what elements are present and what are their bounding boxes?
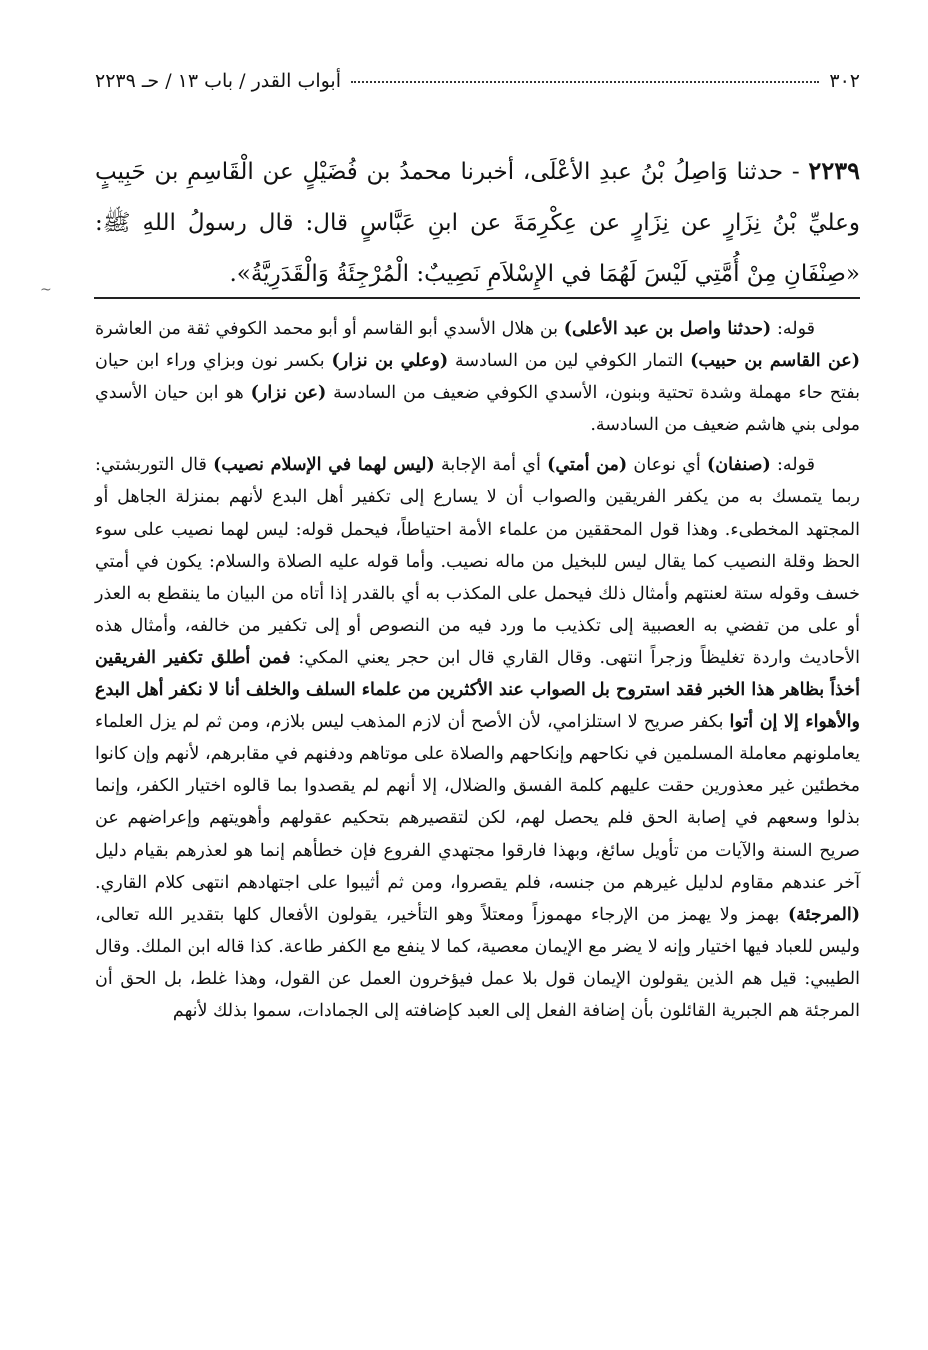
text-run: التمار الكوفي لين من السادسة	[448, 351, 691, 372]
hadith-text	[95, 145, 860, 300]
hadith-dash: -	[783, 159, 809, 185]
narrator-citation: (عن القاسم بن حبيب)	[690, 351, 860, 372]
page-number: ٣٠٢	[829, 70, 860, 92]
narrator-citation: (عن نزار)	[250, 383, 327, 404]
header-dotted-leader	[351, 80, 819, 83]
matn-citation: (المرجئة)	[787, 904, 860, 925]
quoted-opinion: فمن أطلق تكفير الفريقين أخذاً بظاهر هذا الخبر فقد استروح بل الصواب عند الأكثرين من علماء السلف والخلف أنا لا نكفر أهل البدع والأهواء إلا إن أتوا	[95, 647, 860, 733]
hadith-number: ٢٢٣٩	[808, 156, 860, 185]
matn-citation: (ليس لهما في الإسلام نصيب)	[213, 455, 435, 476]
section-divider	[94, 297, 860, 299]
narrator-citation: (وعلي بن نزار)	[331, 351, 449, 372]
text-run: بكفر صريح لا استلزامي، لأن الأصح أن لازم المذهب ليس بلازم، ومن ثم لم يزل العلماء يعاملونهم معاملة المسلمين في نكاحهم وإنكاحهم والصلاة على موتاهم ودفنهم في مقابرهم، لأنهم وإن كانوا مخطئين غير معذورين حقت عليهم كلمة الفسق والضلال، إلا أنهم لم يقصدوا بما قالوه اختيار الكفر، وإنما بذلوا وسعهم في إصابة الحق فلم يحصل لهم، لكن لتقصيرهم بتحكيم عقولهم وأهويتهم وإعراضهم عن صريح السنة والآيات من تأويل سائغ، وبهذا فارقوا مجتهدي الفروع فإن خطأهم إنما هو لعذرهم بقيام دليل آخر عندهم مقاوم لدليل غيرهم من جنسه، فلم يقصروا، ومن ثم أثيبوا على اجتهادهم انتهى كلام القاري.	[95, 712, 860, 893]
matn-citation: (من أمتي)	[547, 455, 628, 476]
text-run: قوله:	[770, 455, 815, 476]
running-title: أبواب القدر / باب ١٣ / حـ ٢٢٣٩	[95, 70, 341, 92]
commentary-paragraph-1	[95, 313, 860, 441]
text-run: بن هلال الأسدي أبو القاسم أو أبو محمد الكوفي ثقة من العاشرة	[95, 319, 564, 339]
margin-mark: ~	[40, 282, 52, 298]
text-run: هو ابن حيان الأسدي مولى بني هاشم ضعيف من السادسة.	[95, 383, 860, 436]
page-header	[95, 68, 860, 94]
hadith-body: حدثنا وَاصِلُ بْنُ عبدِ الأعْلَى، أخبرنا محمدُ بن فُضَيْلٍ عن الْقَاسِمِ بن حَبِيبٍ وعليِّ بْنُ نِزَارٍ عن نِزَارٍ عن عِكْرِمَةَ عن ابنِ عَبَّاسٍ قال: قال رسولُ اللهِ ﷺ: «صِنْفَانِ مِنْ أُمَّتِي لَيْسَ لَهُمَا في الإِسْلاَمِ نَصِيبٌ: الْمُرْجِئَةُ وَالْقَدَرِيَّةُ».	[95, 159, 860, 287]
text-run: بكسر نون وبزاي وراء ابن حيان بفتح حاء مهملة وشدة تحتية وبنون، الأسدي الكوفي ضعيف من السادسة	[95, 351, 860, 404]
text-run: أي نوعان	[627, 455, 707, 476]
commentary-paragraph-2	[95, 449, 860, 1027]
text-run: قال التوربشتي: ربما يتمسك به من يكفر الفريقين والصواب أن لا يسارع إلى تكفير أهل البدع لأنهم بمنزلة الجاهل أو المجتهد المخطىء. وهذا قول المحققين من علماء الأمة احتياطاً، فيحمل قوله: ليس لهما نصيب على سوء الحظ وقلة النصيب كما يقال ليس للبخيل من ماله نصيب. وأما قوله عليه الصلاة والسلام: يكون في أمتي خسف وقوله ستة لعنتهم وأمثال ذلك فيحمل على المكذب به أي بالقدر إذا أتاه من البيان ما ينقطع به العذر أو على من تفضي به العصبية إلى تكذيب ما ورد فيه من النصوص أو إلى تكفير من خالفه، وأمثال هذه الأحاديث واردة تغليظاً وزجراً انتهى. وقال القاري قال ابن حجر يعني المكي:	[95, 455, 860, 668]
matn-citation: (صنفان)	[707, 455, 771, 476]
text-run: بهمز ولا يهمز من الإرجاء مهموزاً ومعتلاً وهو التأخير، يقولون الأفعال كلها بتقدير الله تعالى، وليس للعباد فيها اختيار وإنه لا يضر مع الإيمان معصية، كما لا ينفع مع الكفر طاعة. كذا قاله ابن الملك. وقال الطيبي: قيل هم الذين يقولون الإيمان قول بلا عمل فيؤخرون العمل عن القول، وهذا غلط، بل الحق أن المرجئة هم الجبرية القائلون بأن إضافة الفعل إلى العبد كإضافته إلى الجمادات، سموا بذلك لأنهم	[95, 904, 860, 1021]
commentary	[95, 313, 860, 1035]
text-run: أي أمة الإجابة	[434, 455, 548, 476]
text-run: قوله:	[771, 319, 815, 339]
narrator-citation: (حدثنا واصل بن عبد الأعلى)	[563, 319, 772, 339]
